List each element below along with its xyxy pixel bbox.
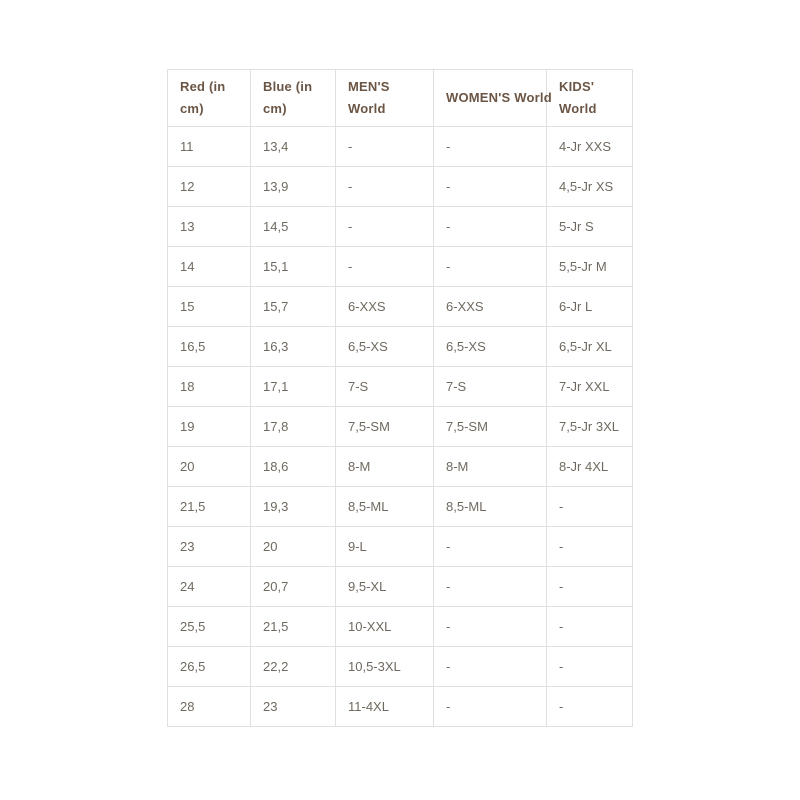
table-cell: - (434, 167, 547, 207)
table-cell: - (434, 527, 547, 567)
table-cell: 15,7 (251, 287, 336, 327)
column-header-mens-world: MEN'S World (336, 70, 434, 127)
table-cell: 13,4 (251, 127, 336, 167)
table-cell: 7-S (434, 367, 547, 407)
column-header-red-cm: Red (in cm) (168, 70, 251, 127)
table-cell: 10-XXL (336, 607, 434, 647)
table-cell: 11-4XL (336, 687, 434, 727)
table-cell: 26,5 (168, 647, 251, 687)
table-cell: - (547, 527, 633, 567)
table-cell: - (434, 127, 547, 167)
table-row (168, 487, 633, 527)
table-row (168, 567, 633, 607)
table-cell: 6-Jr L (547, 287, 633, 327)
table-cell: - (434, 247, 547, 287)
table-cell: 23 (168, 527, 251, 567)
table-cell: - (547, 607, 633, 647)
table-cell: 8-M (336, 447, 434, 487)
table-cell: - (336, 167, 434, 207)
table-cell: 19 (168, 407, 251, 447)
table-row (168, 327, 633, 367)
table-cell: 13 (168, 207, 251, 247)
table-cell: 28 (168, 687, 251, 727)
table-cell: - (336, 247, 434, 287)
table-cell: 17,1 (251, 367, 336, 407)
table-cell: 9-L (336, 527, 434, 567)
table-cell: - (434, 607, 547, 647)
table-header (168, 70, 633, 127)
table-cell: - (547, 487, 633, 527)
table-row (168, 287, 633, 327)
table-cell: 7,5-SM (336, 407, 434, 447)
table-cell: 9,5-XL (336, 567, 434, 607)
table-cell: - (336, 127, 434, 167)
table-cell: 7-Jr XXL (547, 367, 633, 407)
table-row (168, 207, 633, 247)
table-cell: 8-M (434, 447, 547, 487)
table-cell: 4-Jr XXS (547, 127, 633, 167)
table-row (168, 127, 633, 167)
table-cell: 15 (168, 287, 251, 327)
table-cell: 6,5-Jr XL (547, 327, 633, 367)
table-cell: 6,5-XS (336, 327, 434, 367)
table-cell: 12 (168, 167, 251, 207)
table-cell: - (434, 567, 547, 607)
table-cell: 16,5 (168, 327, 251, 367)
table-cell: 11 (168, 127, 251, 167)
table-cell: 25,5 (168, 607, 251, 647)
table-cell: 17,8 (251, 407, 336, 447)
table-cell: 4,5-Jr XS (547, 167, 633, 207)
table-row (168, 367, 633, 407)
table-cell: 7-S (336, 367, 434, 407)
size-chart-container (167, 69, 633, 727)
table-cell: 6-XXS (336, 287, 434, 327)
size-chart-table (167, 69, 633, 727)
table-cell: 15,1 (251, 247, 336, 287)
table-cell: 22,2 (251, 647, 336, 687)
table-cell: 13,9 (251, 167, 336, 207)
table-cell: 21,5 (251, 607, 336, 647)
table-body (168, 127, 633, 727)
table-cell: 20 (251, 527, 336, 567)
table-cell: - (547, 567, 633, 607)
table-cell: - (434, 207, 547, 247)
table-cell: - (434, 687, 547, 727)
table-cell: 10,5-3XL (336, 647, 434, 687)
table-cell: 18,6 (251, 447, 336, 487)
table-cell: 21,5 (168, 487, 251, 527)
table-cell: 20,7 (251, 567, 336, 607)
table-row (168, 687, 633, 727)
table-cell: 14 (168, 247, 251, 287)
column-header-kids-world: KIDS' World (547, 70, 633, 127)
table-cell: - (434, 647, 547, 687)
table-cell: 5,5-Jr M (547, 247, 633, 287)
table-cell: 18 (168, 367, 251, 407)
table-row (168, 447, 633, 487)
table-cell: - (547, 647, 633, 687)
table-cell: - (547, 687, 633, 727)
table-cell: 5-Jr S (547, 207, 633, 247)
table-cell: 20 (168, 447, 251, 487)
header-row (168, 70, 633, 127)
table-row (168, 607, 633, 647)
table-cell: 8,5-ML (336, 487, 434, 527)
table-row (168, 407, 633, 447)
table-cell: 6,5-XS (434, 327, 547, 367)
table-cell: 19,3 (251, 487, 336, 527)
table-cell: 16,3 (251, 327, 336, 367)
column-header-womens-world: WOMEN'S World (434, 70, 547, 127)
table-cell: - (336, 207, 434, 247)
table-row (168, 167, 633, 207)
table-cell: 8,5-ML (434, 487, 547, 527)
table-cell: 23 (251, 687, 336, 727)
column-header-blue-cm: Blue (in cm) (251, 70, 336, 127)
table-cell: 6-XXS (434, 287, 547, 327)
table-row (168, 647, 633, 687)
table-cell: 7,5-SM (434, 407, 547, 447)
table-cell: 8-Jr 4XL (547, 447, 633, 487)
table-cell: 24 (168, 567, 251, 607)
table-row (168, 527, 633, 567)
table-cell: 7,5-Jr 3XL (547, 407, 633, 447)
table-cell: 14,5 (251, 207, 336, 247)
table-row (168, 247, 633, 287)
